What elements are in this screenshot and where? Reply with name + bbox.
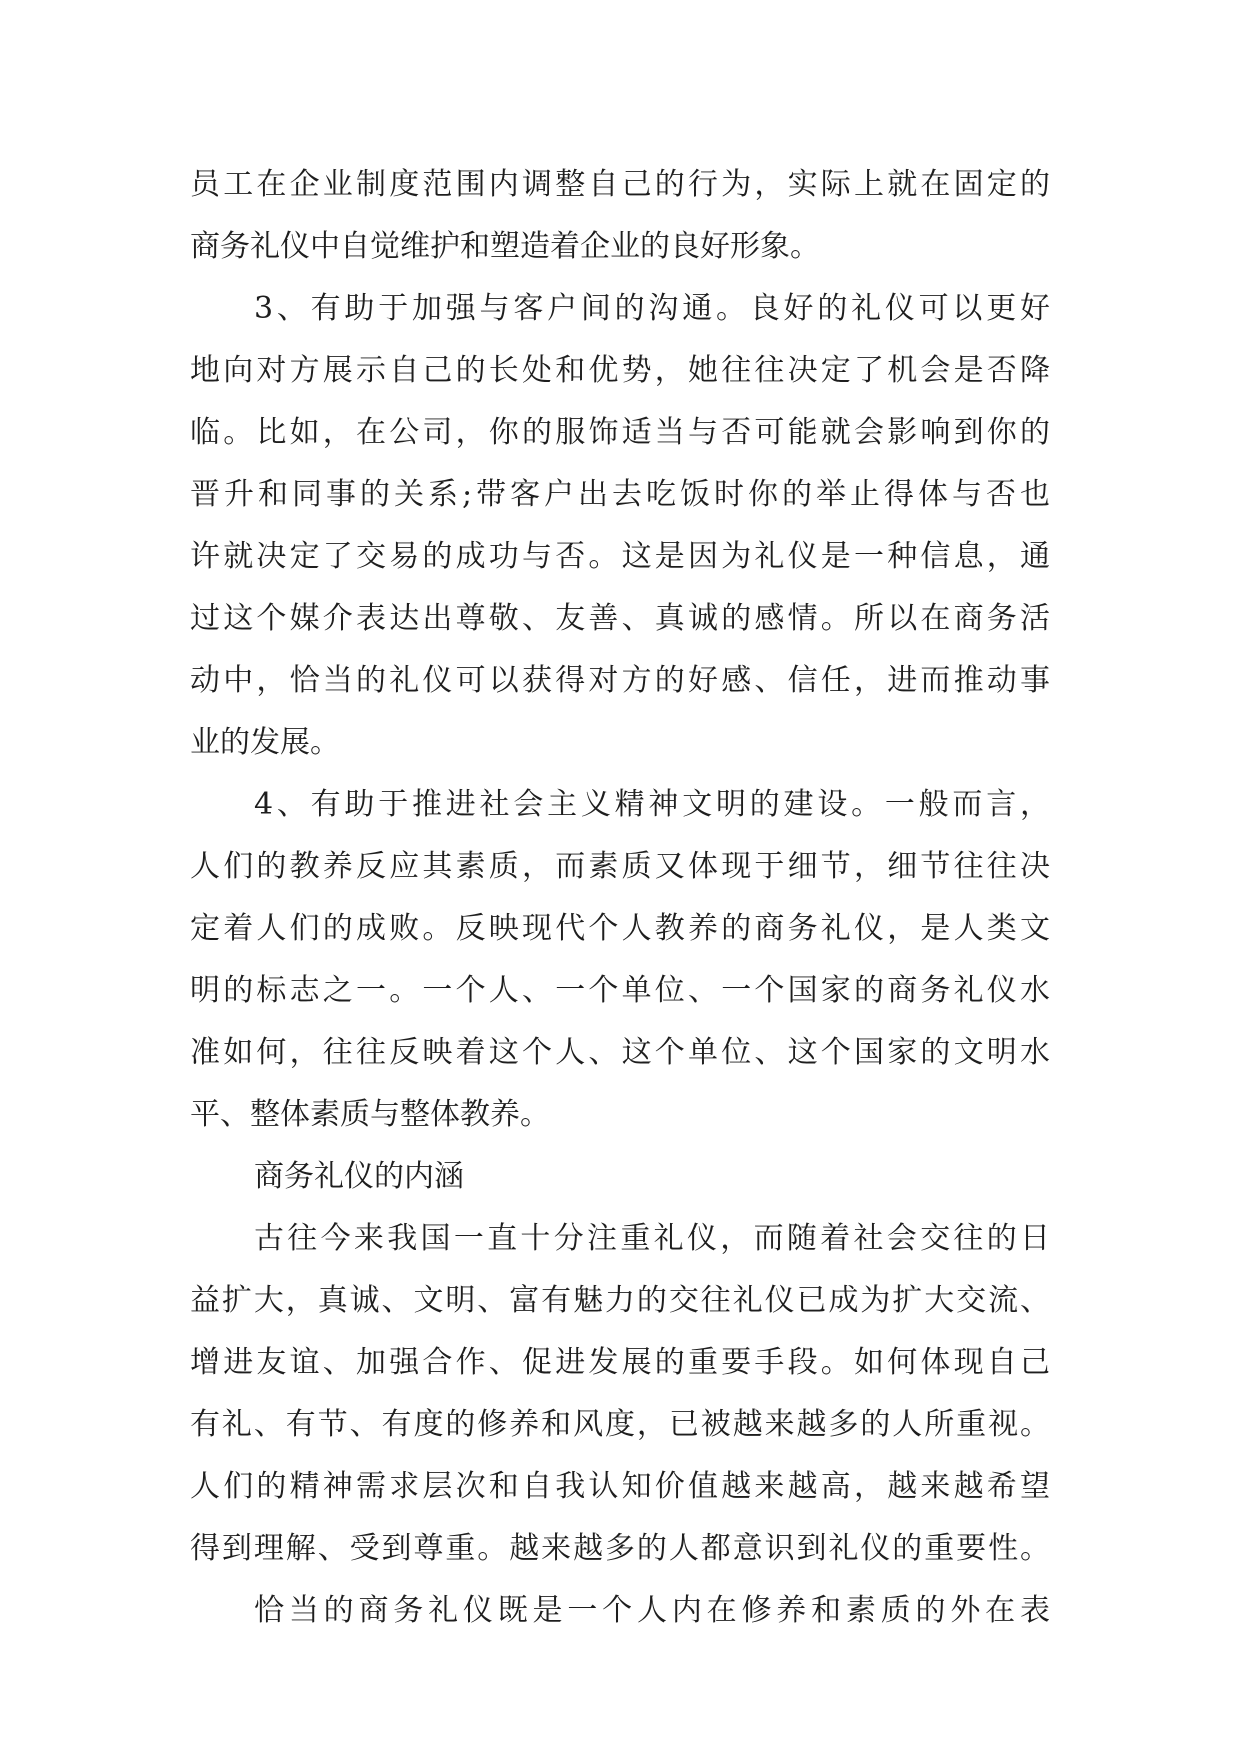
text-line: 人们的精神需求层次和自我认知价值越来越高，越来越希望 [190,1469,1050,1504]
text-line: 古往今来我国一直十分注重礼仪，而随着社会交往的日 [254,1221,1050,1256]
text-line: 增进友谊、加强合作、促进发展的重要手段。如何体现自己 [190,1345,1050,1380]
text-line: 明的标志之一。一个人、一个单位、一个国家的商务礼仪水 [190,973,1050,1008]
text-line: 许就决定了交易的成功与否。这是因为礼仪是一种信息，通 [190,539,1050,574]
text-line: 商务礼仪中自觉维护和塑造着企业的良好形象。 [190,229,820,264]
text-line: 地向对方展示自己的长处和优势，她往往决定了机会是否降 [190,353,1050,388]
text-line: 有礼、有节、有度的修养和风度，已被越来越多的人所重视。 [190,1407,1050,1442]
section-heading: 商务礼仪的内涵 [254,1159,464,1194]
text-line: 晋升和同事的关系;带客户出去吃饭时你的举止得体与否也 [190,477,1050,512]
text-line: 定着人们的成败。反映现代个人教养的商务礼仪，是人类文 [190,911,1050,946]
text-line: 得到理解、受到尊重。越来越多的人都意识到礼仪的重要性。 [190,1531,1050,1566]
text-line: 过这个媒介表达出尊敬、友善、真诚的感情。所以在商务活 [190,601,1050,636]
text-line: 4、有助于推进社会主义精神文明的建设。一般而言， [254,787,1050,822]
text-line: 平、整体素质与整体教养。 [190,1097,550,1132]
text-line: 准如何，往往反映着这个人、这个单位、这个国家的文明水 [190,1035,1050,1070]
text-line: 3、有助于加强与客户间的沟通。良好的礼仪可以更好 [254,291,1050,326]
body-text [190,154,1050,1642]
text-line: 人们的教养反应其素质，而素质又体现于细节，细节往往决 [190,849,1050,884]
text-line: 恰当的商务礼仪既是一个人内在修养和素质的外在表 [254,1593,1050,1628]
text-line: 益扩大，真诚、文明、富有魅力的交往礼仪已成为扩大交流、 [190,1283,1050,1318]
text-line: 临。比如，在公司，你的服饰适当与否可能就会影响到你的 [190,415,1050,450]
text-line: 业的发展。 [190,725,340,760]
text-line: 员工在企业制度范围内调整自己的行为，实际上就在固定的 [190,167,1050,202]
text-line: 动中，恰当的礼仪可以获得对方的好感、信任，进而推动事 [190,663,1050,698]
